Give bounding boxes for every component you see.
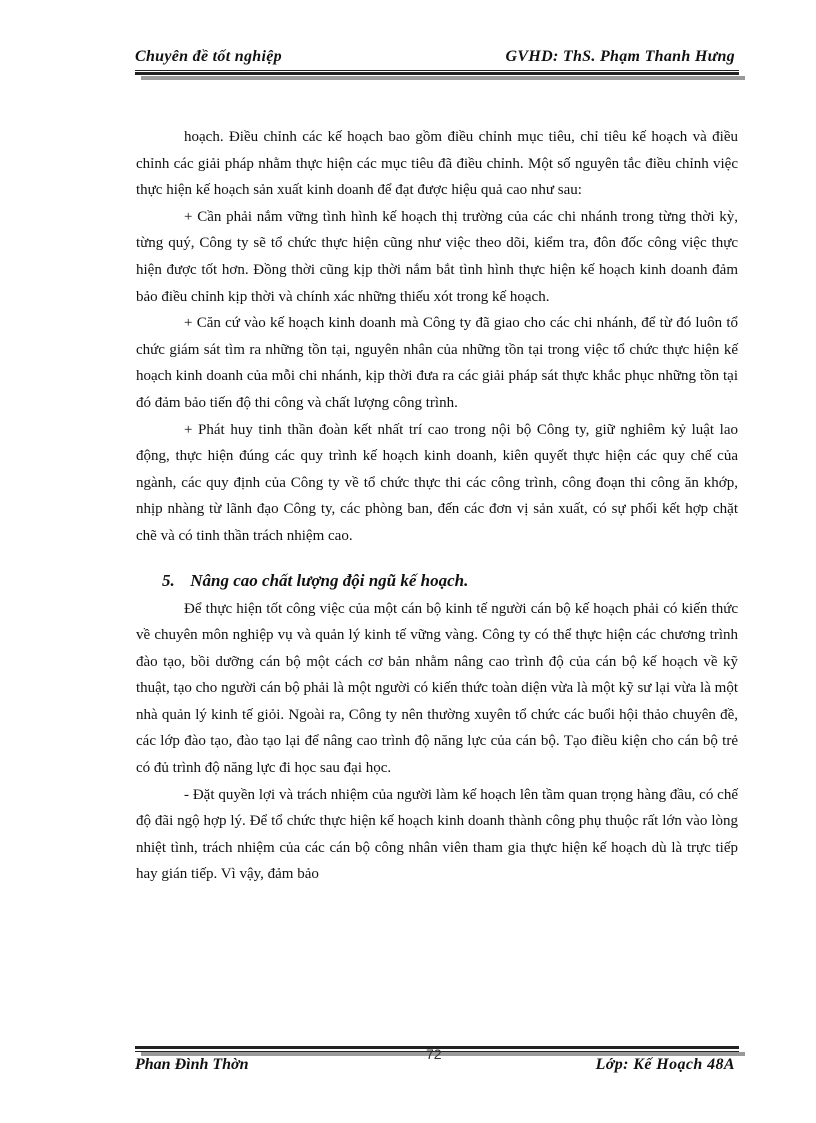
paragraph-adjustment-intro: hoạch. Điều chỉnh các kế hoạch bao gồm điều chỉnh mục tiêu, chỉ tiêu kế hoạch và điều chỉnh các giải pháp nhằm thực hiện các mục tiêu đã điều chỉnh. Một số nguyên tắc điều chỉnh việc thực hiện kế hoạch sản xuất kinh doanh để đạt được hiệu quả cao như sau: (136, 129, 738, 199)
footer-class: Lớp: Kế Hoạch 48A (595, 1056, 735, 1073)
paragraph-market-monitoring: + Cần phải nắm vững tình hình kế hoạch thị trường của các chi nhánh trong từng thời kỳ, từng quý, Công ty sẽ tổ chức thực hiện cũng như việc theo dõi, kiểm tra, đôn đốc công việc thực hiện được tốt hơn. Đồng thời cũng kịp thời nắm bắt tình hình thực hiện kế hoạch kinh doanh đảm bảo điều chỉnh kịp thời và chính xác những thiếu xót trong kế hoạch. (136, 208, 738, 305)
page-number: 72 (426, 1046, 442, 1062)
header-rule-shadow (141, 76, 745, 80)
header-document-type: Chuyên đề tốt nghiệp (135, 48, 282, 65)
page-body (136, 124, 738, 888)
header-rule (135, 70, 739, 76)
paragraph-staff-benefits: - Đặt quyền lợi và trách nhiệm của người làm kế hoạch lên tầm quan trọng hàng đầu, có chế độ đãi ngộ hợp lý. Để tổ chức thực hiện kế hoạch kinh doanh thành công phụ thuộc rất lớn vào lòng nhiệt tình, trách nhiệm của các cán bộ công nhân viên tham gia thực hiện kế hoạch dù là trực tiếp hay gián tiếp. Vì vậy, đảm bảo (136, 786, 738, 883)
paragraph-staff-training: Để thực hiện tốt công việc của một cán bộ kinh tế người cán bộ kế hoạch phải có kiến thức về chuyên môn nghiệp vụ và quản lý kinh tế vững vàng. Công ty có thể thực hiện các chương trình đào tạo, bồi dưỡng cán bộ một cách cơ bản nhằm nâng cao trình độ của cán bộ kế hoạch về kỹ thuật, tạo cho người cán bộ phải là một người có kiến thức toàn diện vừa là một kỹ sư lại vừa là một nhà quản lý kinh tế giỏi. Ngoài ra, Công ty nên thường xuyên tổ chức các buổi hội thảo chuyên đề, các lớp đào tạo, đào tạo lại để nâng cao trình độ năng lực của cán bộ. Tạo điều kiện cho cán bộ trẻ có đủ trình độ năng lực đi học sau đại học. (136, 600, 738, 777)
section-title: Nâng cao chất lượng đội ngũ kế hoạch. (190, 570, 469, 590)
page-footer (135, 1056, 735, 1078)
footer-author: Phan Đình Thờn (135, 1056, 249, 1073)
section-heading (136, 566, 738, 596)
page-header (135, 48, 735, 70)
paragraph-branch-supervision: + Căn cứ vào kế hoạch kinh doanh mà Công ty đã giao cho các chi nhánh, để từ đó luôn tổ chức giám sát tìm ra những tồn tại, nguyên nhân của những tồn tại trong việc tổ chức thực hiện kế hoạch kinh doanh của mỗi chi nhánh, kịp thời đưa ra các giải pháp sát thực khắc phục những tồn tại đó đảm bảo tiến độ thi công và chất lượng công trình. (136, 315, 738, 411)
section-number: 5. (162, 570, 175, 590)
paragraph-solidarity: + Phát huy tinh thần đoàn kết nhất trí cao trong nội bộ Công ty, giữ nghiêm kỷ luật lao động, thực hiện đúng các quy trình kế hoạch kinh doanh, kiên quyết thực hiện các quy chế của ngành, các quy định của Công ty về tổ chức thực thi các công trình, công đoạn thi công ăn khớp, nhịp nhàng từ lãnh đạo Công ty, các phòng ban, đến các đơn vị sản xuất, có sự phối kết hợp chặt chẽ và có tinh thần trách nhiệm cao. (136, 421, 738, 544)
header-supervisor: GVHD: ThS. Phạm Thanh Hưng (505, 48, 735, 65)
